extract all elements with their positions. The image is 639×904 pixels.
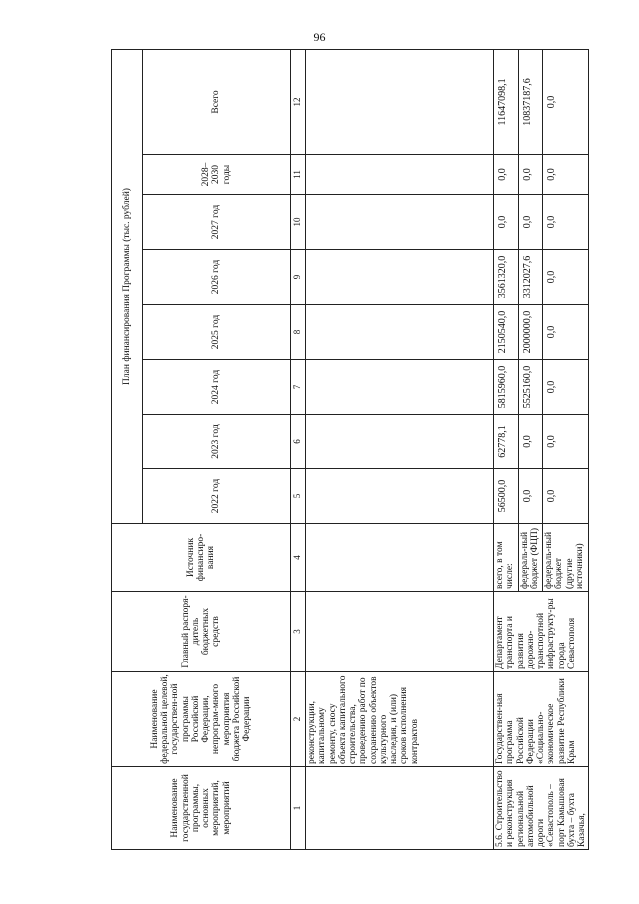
value-cell: 56500,0: [494, 469, 519, 524]
header-year: 2027 год: [143, 195, 291, 250]
header-year: 2024 год: [143, 360, 291, 415]
value-cell: 0,0: [518, 415, 543, 469]
value-cell: 2000000,0: [518, 305, 543, 360]
column-index: 3: [291, 592, 306, 672]
item-program: Государствен-ная программа Российской Федерации «Социально-экономическое развитие Республики Крым: [494, 672, 589, 767]
header-year: 2023 год: [143, 415, 291, 469]
column-index: 9: [291, 250, 306, 305]
header-col1: Наименование государственной программы, основных мероприятий, мероприятий: [112, 767, 291, 850]
column-index: 8: [291, 305, 306, 360]
column-index: 2: [291, 672, 306, 767]
column-index: 1: [291, 767, 306, 850]
header-year: 2025 год: [143, 305, 291, 360]
value-cell: 0,0: [518, 469, 543, 524]
value-cell: 2150540,0: [494, 305, 519, 360]
value-cell: 5815960,0: [494, 360, 519, 415]
continuation-row: [306, 49, 494, 849]
item-name: 5.6. Строительство и реконструкция региональной автомобильной дороги «Севастополь – порт Камышовая бухта – бухта Казачья,: [494, 767, 589, 850]
value-cell: 0,0: [543, 195, 589, 250]
value-total: 11647098,1: [494, 49, 519, 154]
column-index: 7: [291, 360, 306, 415]
value-cell: 0,0: [543, 415, 589, 469]
header-total: Всего: [143, 49, 291, 154]
value-cell: 3561320,0: [494, 250, 519, 305]
item-administrator: Департамент транспорта и развития дорожно-транспортной инфраструкту-ры города Севастополя: [494, 592, 589, 672]
value-cell: 0,0: [543, 305, 589, 360]
value-cell: 5525160,0: [518, 360, 543, 415]
column-index-row: [291, 49, 306, 849]
column-index: 4: [291, 524, 306, 592]
header-col4: Источник финансиро-вания: [112, 524, 291, 592]
header-year: 2028–2030 годы: [143, 155, 291, 195]
header-col2: Наименование федеральной целевой, государствен-ной программы Российской Федерации, непрограм-много мероприятия бюджета Российской Федерации: [112, 672, 291, 767]
value-cell: 0,0: [543, 155, 589, 195]
page-number: 96: [313, 30, 326, 44]
value-cell: 0,0: [543, 250, 589, 305]
value-cell: 3312027,6: [518, 250, 543, 305]
column-index: 10: [291, 195, 306, 250]
source-label: федераль-ный бюджет (ФЦП): [518, 524, 543, 592]
value-cell: 62778,1: [494, 415, 519, 469]
column-index: 5: [291, 469, 306, 524]
value-cell: 0,0: [494, 195, 519, 250]
value-total: 10837187,6: [518, 49, 543, 154]
column-index: 11: [291, 155, 306, 195]
financing-table: [111, 49, 589, 850]
column-index: 12: [291, 49, 306, 154]
value-cell: 0,0: [518, 155, 543, 195]
header-year: 2022 год: [143, 469, 291, 524]
header-year: 2026 год: [143, 250, 291, 305]
value-total: 0,0: [543, 49, 589, 154]
continuation-text: реконструкции, капитальному ремонту, сносу объекта капитального строительства, проведению работ по сохранению объектов культурного наследия, и (или) сроков исполнения контрактов: [306, 672, 494, 767]
source-label: федераль-ный бюджет (другие источники): [543, 524, 589, 592]
column-index: 6: [291, 415, 306, 469]
value-cell: 0,0: [543, 360, 589, 415]
value-cell: 0,0: [494, 155, 519, 195]
header-plan: План финансирования Программы (тыс. рублей): [112, 49, 143, 523]
rotated-table-container: [111, 50, 587, 850]
header-col3: Главный распоря-дитель бюджетных средств: [112, 592, 291, 672]
item-row: [494, 49, 519, 849]
source-label: всего, в том числе:: [494, 524, 519, 592]
continuation-cell: [306, 767, 494, 850]
value-cell: 0,0: [543, 469, 589, 524]
value-cell: 0,0: [518, 195, 543, 250]
